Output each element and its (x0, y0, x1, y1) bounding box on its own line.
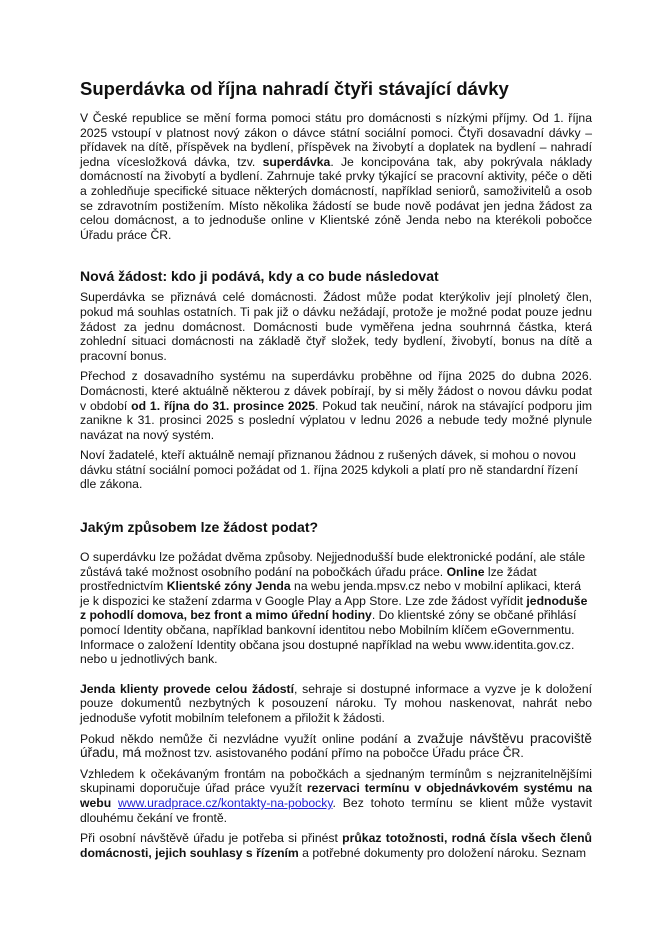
text: možnost tzv. asistovaného podání přímo na pobočce Úřadu práce ČR. (141, 746, 524, 761)
paragraph (80, 550, 592, 667)
text: O superdávku lze požádat dvěma způsoby. Nejjednodušší bude elektronické podání, ale stále zůstává také možnost osobního podání na pobočkách úřadu práce. (80, 550, 586, 579)
paragraph (80, 369, 592, 442)
uradprace-contacts-link[interactable]: www.uradprace.cz/kontakty-na-pobocky (118, 795, 333, 810)
paragraph (80, 767, 592, 825)
text: lze žádat prostřednictvím (80, 564, 537, 594)
text: Přechod z dosavadního systému na superdávku proběhne od října 2025 do dubna 2026. Domácnosti, které aktuálně některou z dávek pobírají, by si měly žádost o novou dávku podat v období (80, 369, 592, 413)
text: , sehraje si dostupné informace a vyzve je k doložení pouze dokumentů nezbytných k posouzení nároku. Ty mohou naskenovat, nahrát nebo jednoduše vyfotit mobilním telefonem a přiložit k žádosti. (80, 681, 592, 725)
page-title: Superdávka od října nahradí čtyři stávající dávky (80, 78, 509, 99)
text: . Je koncipována tak, aby pokrývala náklady domácností na živobytí a bydlení. Zahrnuje také prvky týkající se pracovní aktivity, péče o děti a zohledňuje specifické situace některých domácností, například seniorů, samoživitelů a osob se zdravotním postižením. Místo několika žádostí se bude nově podávat jen jedna žádost za celou domácnost, a to jednoduše online v Klientské zóně Jenda nebo na kterékoli pobočce Úřadu práce ČR. (80, 154, 592, 242)
paragraph (80, 732, 592, 761)
text: Pokud někdo nemůže či nezvládne využít online podání (80, 731, 404, 746)
bold-text: jednoduše z pohodlí domova, bez front a mimo úřední hodiny (80, 593, 588, 623)
text: a potřebné dokumenty pro doložení nároku. Seznam (298, 845, 587, 860)
bold-text: Online (446, 564, 485, 579)
text: na webu jenda.mpsv.cz nebo v mobilní aplikaci, která je k dispozici ke stažení zdarma v Google Play a App Store. Lze zde žádost vyřídit (80, 579, 582, 608)
text: Vzhledem k očekávaným frontám na pobočkách a sjednaným termínům s nejzranitelnějšími skupinami doporučuje úřad práce využít (80, 766, 592, 796)
text: Při osobní návštěvě úřadu je potřeba si přinést (80, 831, 343, 846)
section-heading-new-application: Nová žádost: kdo ji podává, kdy a co bude následovat (80, 268, 439, 285)
bold-text: Klientské zóny Jenda (166, 579, 291, 594)
document-page (80, 78, 592, 860)
bold-text: superdávka (262, 154, 331, 169)
paragraph (80, 831, 592, 860)
bold-text: od 1. října do 31. prosince 2025 (131, 398, 315, 413)
bold-text: rezervaci termínu v objednávkovém systému na webu (80, 781, 592, 810)
text: . Bez tohoto termínu se klient může vystavit dlouhému čekání ve frontě. (80, 795, 592, 825)
text: V České republice se mění forma pomoci státu pro domácnosti s nízkými příjmy. Od 1. října 2025 vstoupí v platnost nový zákon o dávce státní sociální pomoci. Čtyři dosavadní dávky – přídavek na dítě, příspěvek na bydlení, příspěvek na živobytí a doplatek na bydlení – nahradí jedna vícesložková dávka, tzv. (80, 111, 592, 169)
bold-text: Jenda klienty provede celou žádostí (80, 681, 294, 696)
bold-text: průkaz totožnosti, rodná čísla všech členů domácnosti, jejich souhlasy s řízením (80, 831, 592, 860)
paragraph: Superdávka se přiznává celé domácnosti. Žádost může podat kterýkoliv její plnoletý člen, pokud má souhlas ostatních. Ti pak již o dávku nežádají, protože je možné podat pouze jednu žádost za jednu domácnost. Domácnosti bude vyměřena jedna souhrnná částka, která zohlední situaci domácnosti na základě čtyř složek, tedy bydlení, živobytí, bonus na dítě a pracovní bonus. (80, 290, 592, 363)
text (111, 796, 118, 810)
paragraph: Noví žadatelé, kteří aktuálně nemají přiznanou žádnou z rušených dávek, si mohou o novou dávku státní sociální pomoci požádat od 1. října 2025 kdykoli a platí pro ně standardní řízení dle zákona. (80, 448, 578, 492)
section-heading-how-to-apply: Jakým způsobem lze žádost podat? (80, 519, 319, 536)
text: . Pokud tak neučiní, nárok na stávající podporu jim zanikne k 31. prosinci 2025 s poslední výplatou v lednu 2026 a nebude tedy možné plynule navázat na nový systém. (80, 398, 592, 442)
text: . Do klientské zóny se občané přihlásí pomocí Identity občana, například bankovní identitou nebo Mobilním klíčem eGovernmentu. Informace o založení Identity občana jsou dostupné například na webu www.identita.gov.cz. nebo u jednotlivých bank. (80, 608, 577, 667)
paragraph (80, 682, 592, 726)
intro-paragraph (80, 111, 592, 242)
larger-text: a zvažuje návštěvu pracoviště úřadu, má (80, 730, 592, 761)
